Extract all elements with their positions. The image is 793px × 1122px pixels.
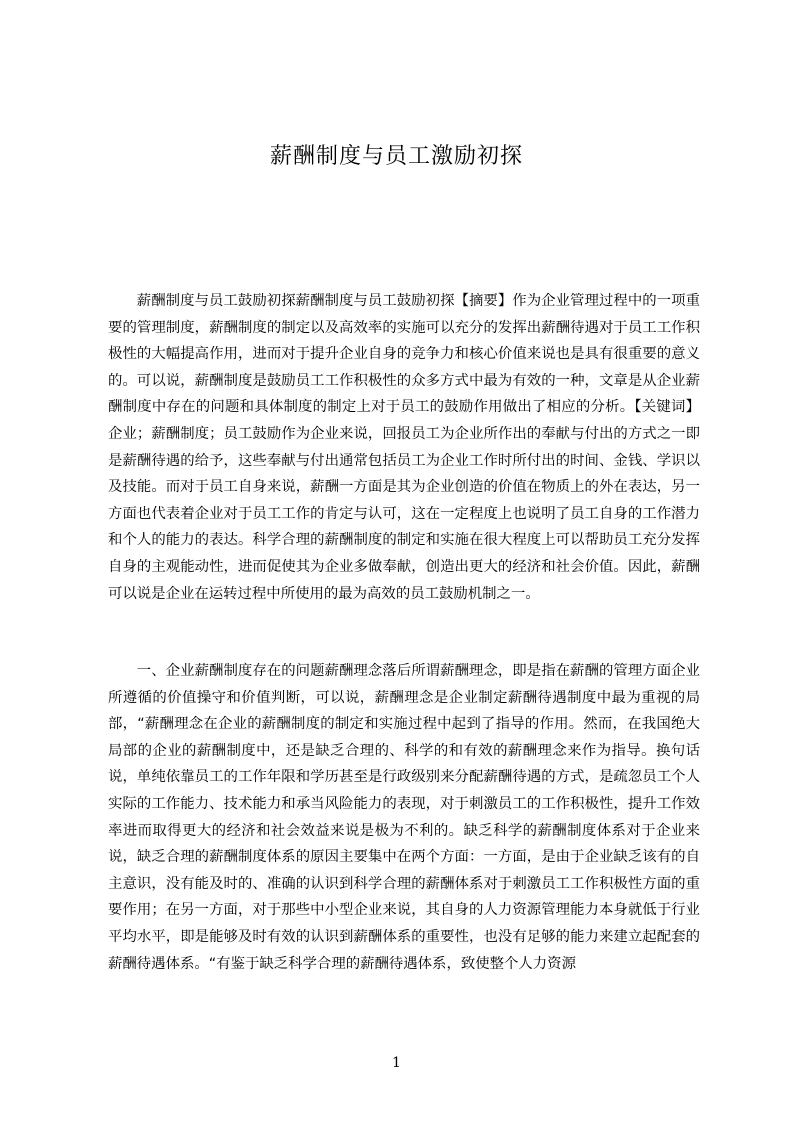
document-title: 薪酬制度与员工激励初探 [269,144,523,169]
section-one-paragraph: 一、企业薪酬制度存在的问题薪酬理念落后所谓薪酬理念，即是指在薪酬的管理方面企业所遵循的价值操守和价值判断，可以说，薪酬理念是企业制定薪酬待遇制度中最为重视的局部，“薪酬理念在企业的薪酬制度的制定和实施过程中起到了指导的作用。然而，在我国绝大局部的企业的薪酬制度中，还是缺乏合理的、科学的和有效的薪酬理念来作为指导。换句话说，单纯依靠员工的工作年限和学历甚至是行政级别来分配薪酬待遇的方式，是疏忽员工个人实际的工作能力、技术能力和承当风险能力的表现，对于刺激员工的工作积极性，提升工作效率进而取得更大的经济和社会效益来说是极为不利的。缺乏科学的薪酬制度体系对于企业来说，缺乏合理的薪酬制度体系的原因主要集中在两个方面：一方面，是由于企业缺乏该有的自主意识，没有能及时的、准确的认识到科学合理的薪酬体系对于刺激员工工作积极性方面的重要作用；在另一方面，对于那些中小型企业来说，其自身的人力资源管理能力本身就低于行业平均水平，即是能够及时有效的认识到薪酬体系的重要性，也没有足够的能力来建立起配套的薪酬待遇体系。“有鉴于缺乏科学合理的薪酬待遇体系，致使整个人力资源 [108,663,700,972]
page-number: 1 [392,1055,401,1071]
abstract-paragraph: 薪酬制度与员工鼓励初探薪酬制度与员工鼓励初探【摘要】作为企业管理过程中的一项重要的管理制度，薪酬制度的制定以及高效率的实施可以充分的发挥出薪酬待遇对于员工工作积极性的大幅提高作用，进而对于提升企业自身的竞争力和核心价值来说也是具有很重要的意义的。可以说，薪酬制度是鼓励员工工作积极性的众多方式中最为有效的一种，文章是从企业薪酬制度中存在的问题和具体制度的制定上对于员工的鼓励作用做出了相应的分析。【关键词】企业；薪酬制度；员工鼓励作为企业来说，回报员工为企业所作出的奉献与付出的方式之一即是薪酬待遇的给予，这些奉献与付出通常包括员工为企业工作时所付出的时间、金钱、学识以及技能。而对于员工自身来说，薪酬一方面是其为企业创造的价值在物质上的外在表达，另一方面也代表着企业对于员工工作的肯定与认可，这在一定程度上也说明了员工自身的工作潜力和个人的能力的表达。科学合理的薪酬制度的制定和实施在很大程度上可以帮助员工充分发挥自身的主观能动性，进而促使其为企业多做奉献，创造出更大的经济和社会价值。因此，薪酬可以说是企业在运转过程中所使用的最为高效的员工鼓励机制之一。 [108,293,700,602]
